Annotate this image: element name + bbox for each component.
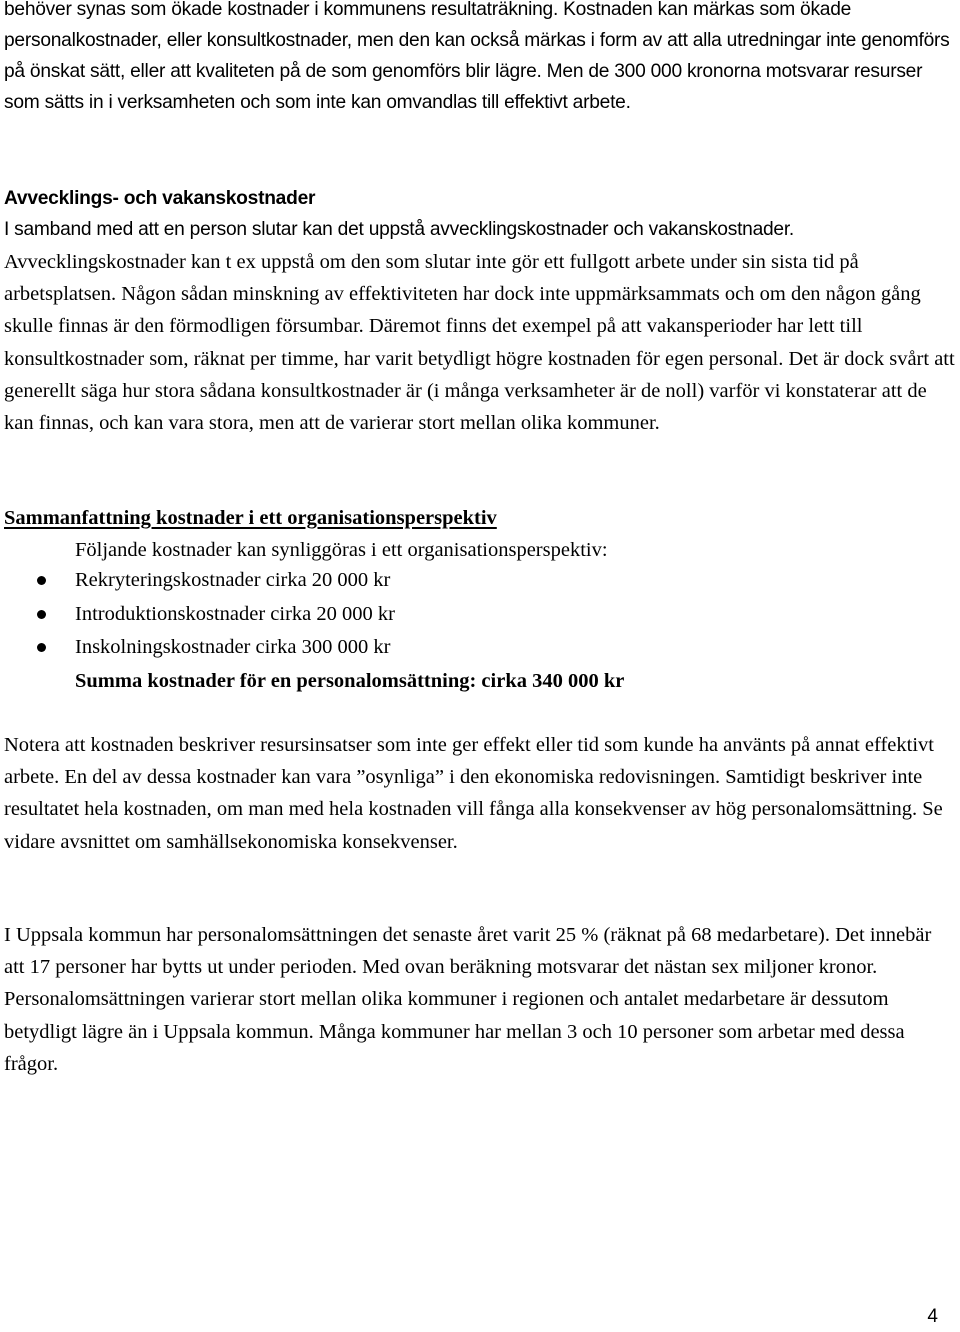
section-heading-avveckling: Avvecklings- och vakanskostnader — [4, 188, 316, 209]
summary-total: Summa kostnader för en personalomsättning: cirka 340 000 kr — [75, 670, 625, 692]
note-paragraph: Notera att kostnaden beskriver resursinsatser som inte ger effekt eller tid som kunde ha använts på annat effektivt arbete. En del av dessa kostnader kan vara ”osynliga” i den ekonomiska redovisningen. Samtidigt beskriver inte resultatet hela kostnaden, om man med hela kostnaden vill fånga alla konsekvenser av hög personalomsättning. Se vidare avsnittet om samhällsekonomiska konsekvenser. — [4, 734, 943, 853]
list-item — [0, 564, 900, 598]
avveckling-paragraph: Avvecklingskostnader kan t ex uppstå om den som slutar inte gör ett fullgott arbete under sin sista tid på arbetsplatsen. Någon sådan minskning av effektiviteten har dock inte uppmärksammats och om den någon gång skulle finnas är den förmodligen försumbar. Däremot finns det exempel på att vakansperioder har lett till konsultkostnader som, räknat per timme, har varit betydligt högre kostnaden för egen personal. Det är dock svårt att generellt säga hur stora sådana konsultkostnader är (i många verksamheter är de noll) varför vi konstaterar att de kan finnas, och kan vara stora, men att de varierar stort mellan olika kommuner. — [4, 251, 955, 435]
avveckling-section — [4, 183, 956, 245]
list-item-text: Inskolningskostnader cirka 300 000 kr — [75, 636, 391, 659]
bullet-icon — [37, 610, 46, 619]
bullet-icon — [37, 643, 46, 652]
list-item-text: Rekryteringskostnader cirka 20 000 kr — [75, 569, 391, 591]
summary-heading — [4, 502, 956, 534]
list-item — [0, 631, 900, 665]
list-item-text: Introduktionskostnader cirka 20 000 kr — [75, 602, 395, 625]
summary-intro: Följande kostnader kan synliggöras i ett organisationsperspektiv: — [75, 539, 608, 561]
intro-paragraph: behöver synas som ökade kostnader i kommunens resultaträkning. Kostnaden kan märkas som ökade personalkostnader, eller konsultkostnader, men den kan också märkas i form av att alla utredningar inte genomförs på önskat sätt, eller att kvaliteten på de som genomförs blir lägre. Men de 300 000 kronorna motsvarar resurser som sätts in i verksamheten och som inte kan omvandlas till effektivt arbete. — [4, 0, 950, 113]
bullet-icon — [37, 576, 46, 585]
section-heading-summary: Sammanfattning kostnader i ett organisationsperspektiv — [4, 507, 497, 529]
cost-list — [0, 564, 900, 665]
uppsala-paragraph: I Uppsala kommun har personalomsättningen det senaste året varit 25 % (räknat på 68 medarbetare). Det innebär att 17 personer har bytts ut under perioden. Med ovan beräkning motsvarar det nästan sex miljoner kronor. Personalomsättningen varierar stort mellan olika kommuner i regionen och antalet medarbetare är dessutom betydligt lägre än i Uppsala kommun. Många kommuner har mellan 3 och 10 personer som arbetar med dessa frågor. — [4, 924, 932, 1075]
page-number: 4 — [927, 1306, 938, 1327]
list-item — [0, 598, 900, 632]
avveckling-line: I samband med att en person slutar kan det uppstå avvecklingskostnader och vakanskostnader. — [4, 219, 795, 240]
